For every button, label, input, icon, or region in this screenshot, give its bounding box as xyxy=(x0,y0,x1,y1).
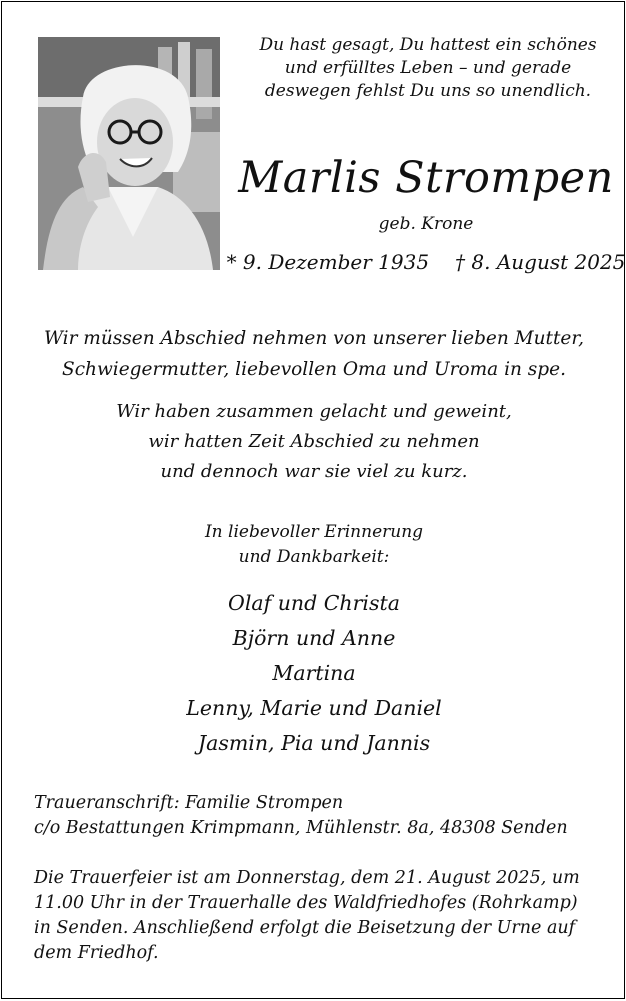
mourner-item: Björn und Anne xyxy=(232,626,396,650)
memory-line: In liebevoller Erinnerung xyxy=(204,522,424,542)
farewell-line: Wir müssen Abschied nehmen von unserer lieben Mutter, xyxy=(43,328,585,349)
birth-name: geb. Krone xyxy=(378,214,474,234)
quote-line: deswegen fehlst Du uns so unendlich. xyxy=(264,81,592,101)
ceremony-info xyxy=(34,866,604,966)
ceremony-line: 11.00 Uhr in der Trauerhalle des Waldfriedhofes (Rohrkamp) xyxy=(34,893,578,913)
verse-line: Wir haben zusammen gelacht und geweint, xyxy=(116,401,512,422)
quote-line: und erfülltes Leben – und gerade xyxy=(284,58,572,78)
memory-heading xyxy=(2,520,626,570)
verse-line: und dennoch war sie viel zu kurz. xyxy=(160,461,468,482)
life-dates xyxy=(226,248,626,276)
mourner-item: Martina xyxy=(272,661,356,685)
mourning-address xyxy=(34,791,604,841)
farewell-text xyxy=(2,323,626,385)
opening-quote xyxy=(234,34,622,103)
address-line: c/o Bestattungen Krimpmann, Mühlenstr. 8a, 48308 Senden xyxy=(34,818,568,838)
portrait-photo xyxy=(38,37,220,270)
ceremony-line: in Senden. Anschließend erfolgt die Beisetzung der Urne auf xyxy=(34,918,576,938)
verse-text xyxy=(2,397,626,487)
death-date: † 8. August 2025 xyxy=(455,250,626,274)
mourner-item: Jasmin, Pia und Jannis xyxy=(197,731,431,755)
farewell-line: Schwiegermutter, liebevollen Oma und Uroma in spe. xyxy=(62,359,566,380)
verse-line: wir hatten Zeit Abschied zu nehmen xyxy=(148,431,480,452)
deceased-name: Marlis Strompen xyxy=(238,153,614,203)
ceremony-line: dem Friedhof. xyxy=(34,943,159,963)
mourner-item: Lenny, Marie und Daniel xyxy=(186,696,442,720)
quote-line: Du hast gesagt, Du hattest ein schönes xyxy=(259,35,597,55)
mourners-list xyxy=(2,586,626,761)
ceremony-line: Die Trauerfeier ist am Donnerstag, dem 21. August 2025, um xyxy=(34,868,580,888)
address-line: Traueranschrift: Familie Strompen xyxy=(34,793,344,813)
memory-line: und Dankbarkeit: xyxy=(238,547,390,567)
obituary-notice xyxy=(1,1,625,999)
birth-date: * 9. Dezember 1935 xyxy=(226,250,430,274)
mourner-item: Olaf und Christa xyxy=(228,591,400,615)
